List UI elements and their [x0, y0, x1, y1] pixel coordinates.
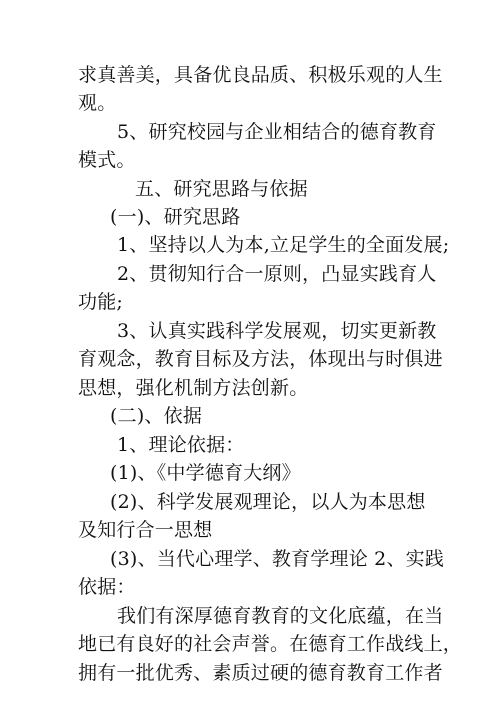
text-line: 2、贯彻知行合一原则，凸显实践育人 — [117, 263, 437, 285]
text-line: 依据： — [78, 576, 136, 598]
text-line: 思想，强化机制方法创新。 — [78, 377, 309, 399]
subsection-heading: (二)、依据 — [110, 405, 203, 427]
text-line: 求真善美，具备优良品质、积极乐观的人生 — [78, 64, 443, 86]
text-line: 我们有深厚德育教育的文化底蕴，在当 — [117, 605, 444, 627]
text-line: 模式。 — [78, 149, 136, 171]
text-line: (3)、当代心理学、教育学理论 2、实践 — [110, 548, 445, 570]
text-line: 及知行合一思想 — [78, 519, 213, 541]
text-line: 3、认真实践科学发展观，切实更新教 — [117, 320, 437, 342]
text-line: 功能; — [78, 291, 124, 313]
text-line: (1)、《中学德育大纲》 — [110, 462, 301, 484]
text-line: 1、理论依据： — [117, 434, 245, 456]
section-heading: 五、研究思路与依据 — [135, 178, 308, 200]
text-line: 1、坚持以人为本,立足学生的全面发展; — [117, 234, 450, 256]
text-line: 5、研究校园与企业相结合的德育教育 — [117, 121, 437, 143]
text-line: 育观念，教育目标及方法，体现出与时俱进 — [78, 348, 443, 370]
text-line: 观。 — [78, 92, 117, 114]
subsection-heading: (一)、研究思路 — [110, 206, 241, 228]
text-line: 拥有一批优秀、素质过硬的德育教育工作者 — [78, 662, 443, 684]
text-line: (2)、科学发展观理论，以人为本思想 — [110, 491, 426, 513]
text-line: 地已有良好的社会声誉。在德育工作战线上， — [78, 633, 463, 655]
